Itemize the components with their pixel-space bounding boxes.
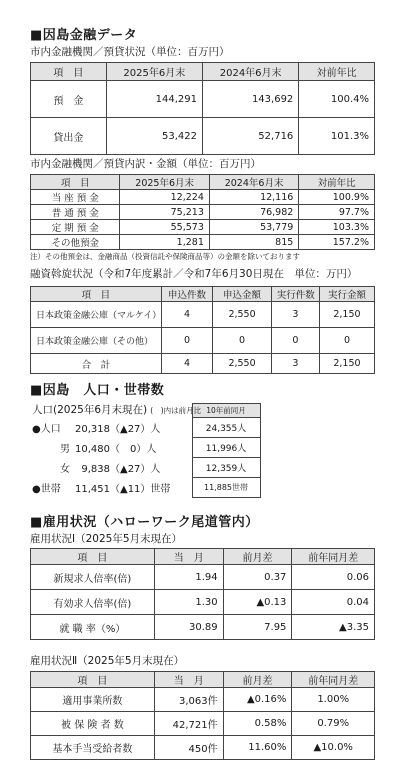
table-cell: 1,281 xyxy=(120,235,209,250)
employment-caption-2: 雇用状況Ⅱ（2025年5月末現在） xyxy=(30,655,185,667)
table-cell: 3 xyxy=(271,302,319,328)
table-cell: 0.04 xyxy=(292,590,375,615)
column-header: 対前年比 xyxy=(299,175,375,190)
population-change: （▲11） xyxy=(110,484,151,495)
table-cell: 101.3% xyxy=(299,118,375,155)
table-cell: 450件 xyxy=(154,736,223,760)
table-cell: 4 xyxy=(161,354,213,374)
table-header-row xyxy=(31,549,375,565)
table-row xyxy=(31,590,375,615)
column-header: 前月差 xyxy=(223,549,292,565)
table-row xyxy=(31,302,375,328)
column-header: 2024年6月末 xyxy=(209,175,298,190)
row-label: 普 通 預 金 xyxy=(31,205,120,220)
table-cell: 100.4% xyxy=(299,81,375,118)
row-label: 基本手当受給者数 xyxy=(31,736,155,760)
table-cell: 3,063件 xyxy=(154,688,223,712)
table-row xyxy=(31,235,375,250)
column-header: 当 月 xyxy=(154,672,223,688)
table-cell: 75,213 xyxy=(120,205,209,220)
population-change: （ 0） xyxy=(110,444,147,455)
deposit-breakdown-table xyxy=(30,174,375,250)
table-cell: 53,422 xyxy=(106,118,202,155)
section-finance xyxy=(30,28,375,155)
finance-heading: ■因島金融データ xyxy=(30,28,138,43)
population-row xyxy=(30,458,260,478)
table-cell: ▲3.35 xyxy=(292,615,375,640)
column-header: 実行件数 xyxy=(271,287,319,302)
table-row xyxy=(31,712,375,736)
column-header: 前年同月差 xyxy=(292,672,375,688)
row-label: 被 保 険 者 数 xyxy=(31,712,155,736)
table-cell: 3 xyxy=(271,354,319,374)
population-change: （▲27） xyxy=(110,464,151,475)
table-cell: 815 xyxy=(209,235,298,250)
row-label: 有効求人倍率(倍) xyxy=(31,590,155,615)
mediation-caption: 融資斡旋状況（令和7年度累計／令和7年6月30日現在 単位：万円） xyxy=(30,268,358,280)
row-label: 日本政策金融公庫（その他） xyxy=(31,328,162,354)
table-cell: 143,692 xyxy=(202,81,298,118)
column-header: 申込件数 xyxy=(161,287,213,302)
table-cell: 12,224 xyxy=(120,190,209,205)
population-row xyxy=(30,438,260,458)
population-unit: 人 xyxy=(150,424,161,435)
row-label: 定 期 預 金 xyxy=(31,220,120,235)
breakdown-note: 注）その他預金は、金融商品（投資信託や保険商品等）の金額を除いております xyxy=(30,252,300,261)
table-row xyxy=(31,328,375,354)
table-cell: 97.7% xyxy=(299,205,375,220)
row-label: 適用事業所数 xyxy=(31,688,155,712)
column-header: 当 月 xyxy=(154,549,223,565)
column-header: 2025年6月末 xyxy=(106,63,202,81)
employment-heading: ■雇用状況（ハローワーク尾道管内） xyxy=(30,515,259,530)
population-unit: 世帯 xyxy=(150,484,171,495)
table-cell: 1.94 xyxy=(154,565,223,590)
population-value: 11,451 xyxy=(75,484,110,495)
ten-year-value: 11,996人 xyxy=(192,438,260,458)
table-header-row xyxy=(31,672,375,688)
table-header-row xyxy=(31,63,375,81)
population-value: 10,480 xyxy=(75,444,110,455)
population-caption: 人口(2025年6月末現在) xyxy=(32,404,148,416)
table-cell: 157.2% xyxy=(299,235,375,250)
table-cell: 0.06 xyxy=(292,565,375,590)
population-row xyxy=(30,478,260,498)
table-cell: ▲10.0% xyxy=(292,736,375,760)
column-header: 対前年比 xyxy=(299,63,375,81)
column-header: 実行金額 xyxy=(319,287,374,302)
table-cell: 2,150 xyxy=(319,302,374,328)
population-label: 男 xyxy=(60,444,70,455)
finance-caption: 市内金融機関／預貸状況（単位：百万円） xyxy=(30,46,230,58)
section-employment-2 xyxy=(30,655,375,760)
section-population xyxy=(30,383,375,498)
table-cell: 0.79% xyxy=(292,712,375,736)
column-header: 項 目 xyxy=(31,63,107,81)
table-cell: 0 xyxy=(271,328,319,354)
table-cell: 30.89 xyxy=(154,615,223,640)
population-label: 女 xyxy=(60,464,70,475)
table-cell: 11.60% xyxy=(223,736,292,760)
column-header: 2024年6月末 xyxy=(202,63,298,81)
population-header-row xyxy=(30,404,260,418)
table-cell: 52,716 xyxy=(202,118,298,155)
section-deposit-breakdown xyxy=(30,158,375,262)
table-cell: ▲0.13 xyxy=(223,590,292,615)
column-header: 項 目 xyxy=(31,549,155,565)
population-table xyxy=(30,403,261,498)
deposit-loan-table xyxy=(30,62,375,155)
table-row xyxy=(31,615,375,640)
table-row xyxy=(31,565,375,590)
employment-caption-1: 雇用状況Ⅰ（2025年5月末現在） xyxy=(30,533,182,545)
ten-year-value: 11,885世帯 xyxy=(192,478,260,498)
table-cell: 76,982 xyxy=(209,205,298,220)
table-row xyxy=(31,81,375,118)
table-cell: 1.30 xyxy=(154,590,223,615)
row-label: 預 金 xyxy=(31,81,107,118)
table-cell: 12,116 xyxy=(209,190,298,205)
table-row xyxy=(31,190,375,205)
population-value: 20,318 xyxy=(75,424,110,435)
table-row xyxy=(31,205,375,220)
table-cell: 0.37 xyxy=(223,565,292,590)
table-cell: 7.95 xyxy=(223,615,292,640)
table-cell: 55,573 xyxy=(120,220,209,235)
table-cell: 1.00% xyxy=(292,688,375,712)
population-label: ●人口 xyxy=(32,424,61,435)
loan-mediation-table xyxy=(30,286,375,374)
table-cell: ▲0.16% xyxy=(223,688,292,712)
table-row xyxy=(31,220,375,235)
table-cell: 103.3% xyxy=(299,220,375,235)
column-header: 前月差 xyxy=(223,672,292,688)
table-row xyxy=(31,118,375,155)
section-loan-mediation xyxy=(30,268,375,374)
table-cell: 2,550 xyxy=(213,302,271,328)
table-cell: 2,150 xyxy=(319,354,374,374)
column-header: 項 目 xyxy=(31,287,162,302)
employment-table-2 xyxy=(30,671,375,760)
table-header-row xyxy=(31,175,375,190)
population-unit: 人 xyxy=(150,464,161,475)
column-header: 項 目 xyxy=(31,672,155,688)
column-header: 項 目 xyxy=(31,175,120,190)
population-unit: 人 xyxy=(146,444,157,455)
table-cell: 42,721件 xyxy=(154,712,223,736)
table-cell: 144,291 xyxy=(106,81,202,118)
table-cell: 0 xyxy=(213,328,271,354)
population-value: 9,838 xyxy=(81,464,110,475)
row-label: 当 座 預 金 xyxy=(31,190,120,205)
row-label: その他預金 xyxy=(31,235,120,250)
table-cell: 0 xyxy=(161,328,213,354)
table-row xyxy=(31,736,375,760)
population-caption-note: ( )内は前月比 xyxy=(150,406,202,415)
row-label: 合 計 xyxy=(31,354,162,374)
table-cell: 53,779 xyxy=(209,220,298,235)
ten-year-value: 12,359人 xyxy=(192,458,260,478)
table-cell: 0.58% xyxy=(223,712,292,736)
ten-year-header: 10年前同月 xyxy=(192,404,260,418)
population-change: （▲27） xyxy=(110,424,151,435)
table-cell: 0 xyxy=(319,328,374,354)
column-header: 2025年6月末 xyxy=(120,175,209,190)
row-label: 貸出金 xyxy=(31,118,107,155)
ten-year-value: 24,355人 xyxy=(192,418,260,438)
column-header: 前年同月差 xyxy=(292,549,375,565)
breakdown-caption: 市内金融機関／預貸内訳・金額（単位：百万円） xyxy=(30,158,261,170)
population-heading: ■因島 人口・世帯数 xyxy=(30,383,165,398)
table-cell: 4 xyxy=(161,302,213,328)
table-cell: 100.9% xyxy=(299,190,375,205)
table-row xyxy=(31,354,375,374)
row-label: 新規求人倍率(倍) xyxy=(31,565,155,590)
row-label: 就 職 率（%） xyxy=(31,615,155,640)
column-header: 申込金額 xyxy=(213,287,271,302)
table-cell: 2,550 xyxy=(213,354,271,374)
row-label: 日本政策金融公庫（マルケイ） xyxy=(31,302,162,328)
section-employment-1 xyxy=(30,515,375,640)
population-label: ●世帯 xyxy=(32,484,61,495)
table-row xyxy=(31,688,375,712)
employment-table-1 xyxy=(30,548,375,640)
population-row xyxy=(30,418,260,438)
table-header-row xyxy=(31,287,375,302)
